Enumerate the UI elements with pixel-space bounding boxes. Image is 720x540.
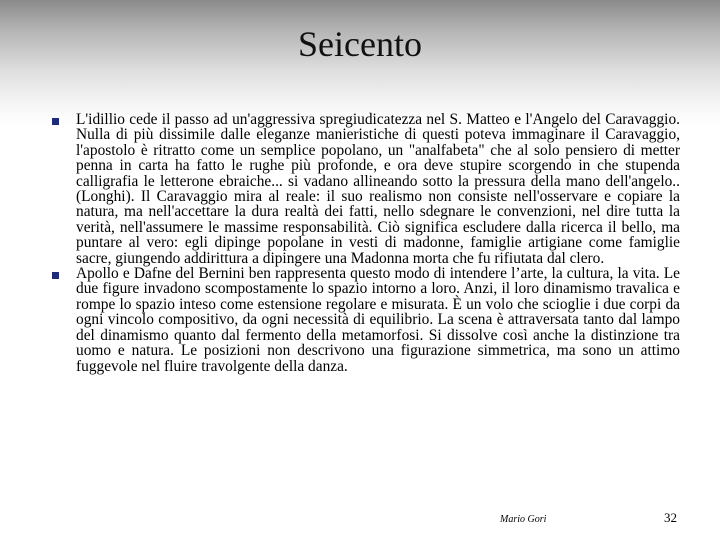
bullet-list <box>50 112 680 374</box>
bullet-item-bernini <box>50 266 680 374</box>
page-number: 32 <box>664 510 677 525</box>
square-bullet-icon <box>52 118 59 125</box>
slide-title: Seicento <box>298 24 422 64</box>
bullet-text: Apollo e Dafne del Bernini ben rappresenta questo modo di intendere l’arte, la cultura, la vita. Le due figure invadono scompostamente lo spazio intorno a loro. Anzi, il loro dinamismo travalica e rompe lo spazio inteso come estensione regolare e misurata. È un volo che scioglie i due corpi da ogni vincolo compositivo, da ogni necessità di equilibrio. La scena è attraversata tanto dal lampo del dinamismo quanto dal fermento della metamorfosi. Si dissolve così anche la distinzione tra uomo e natura. Le posizioni non descrivono una figurazione simmetrica, ma sono un attimo fuggevole nel fluire travolgente della danza. <box>76 265 680 375</box>
bullet-text: L'idillio cede il passo ad un'aggressiva spregiudicatezza nel S. Matteo e l'Angelo del Caravaggio. Nulla di più dissimile dalle eleganze manieristiche di questi poteva immaginare il Caravaggio, l'apostolo è ritratto come un semplice popolano, un "analfabeta" che al solo pensiero di metter penna in carta ha fatto le rughe più profonde, e ora deve stupire scorgendo in che stupenda calligrafia le letterone ebraiche... si vadano allineando sotto la pressura della mano dell'angelo.. (Longhi). Il Caravaggio mira al reale: il suo realismo non consiste nell'osservare e copiare la natura, ma nell'accettare la dura realtà dei fatti, nello sdegnare le convenzioni, nel dire tutta la verità, nell'assumere le massime responsabilità. Ciò significa escludere dalla ricerca il bello, ma puntare al vero: egli dipinge popolane in vesti di madonne, famiglie artigiane come famiglie sacre, giungendo addirittura a dipingere una Madonna morta che fu rifiutata dal clero. <box>76 111 680 267</box>
footer-author: Mario Gori <box>500 514 547 525</box>
bullet-item-caravaggio <box>50 112 680 266</box>
square-bullet-icon <box>52 272 59 279</box>
